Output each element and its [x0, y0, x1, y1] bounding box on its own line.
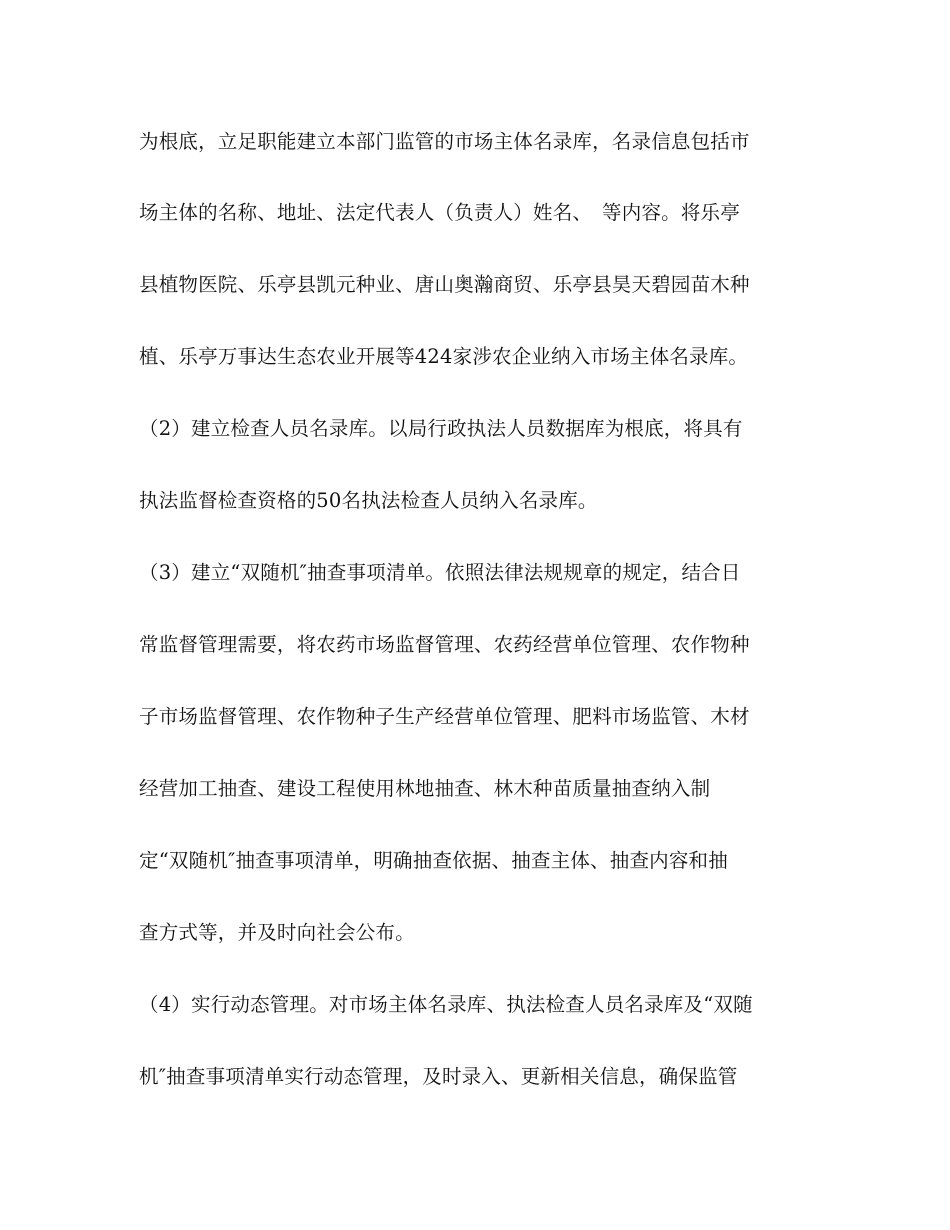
text-line: 县植物医院、乐亭县凯元种业、唐山奥瀚商贸、乐亭县昊天碧园苗木种 [139, 273, 750, 296]
text-line: 机″抽查事项清单实行动态管理，及时录入、更新相关信息，确保监管 [139, 1065, 738, 1088]
text-line: （4）实行动态管理。对市场主体名录库、执法检查人员名录库及“双随 [139, 993, 753, 1016]
text-line: 场主体的名称、地址、法定代表人（负责人）姓名、 等内容。将乐亭 [139, 201, 740, 224]
text-line: 经营加工抽查、建设工程使用林地抽查、林木种苗质量抽查纳入制 [139, 777, 711, 800]
text-line: 常监督管理需要，将农药市场监督管理、农药经营单位管理、农作物种 [139, 633, 750, 656]
text-line: 为根底，立足职能建立本部门监管的市场主体名录库，名录信息包括市 [139, 130, 750, 153]
text-line: （2）建立检查人员名录库。以局行政执法人员数据库为根底，将具有 [139, 417, 743, 440]
text-line: 执法监督检查资格的50名执法检查人员纳入名录库。 [139, 489, 598, 512]
text-line: 查方式等，并及时向社会公布。 [139, 921, 415, 944]
text-line: 子市场监督管理、农作物种子生产经营单位管理、肥料市场监管、木材 [139, 705, 750, 728]
text-line: （3）建立“双随机″抽查事项清单。依照法律法规规章的规定，结合日 [139, 561, 741, 584]
text-line: 植、乐亭万事达生态农业开展等424家涉农企业纳入市场主体名录库。 [139, 345, 749, 368]
text-line: 定“双随机″抽查事项清单，明确抽查依据、抽查主体、抽查内容和抽 [139, 849, 728, 872]
